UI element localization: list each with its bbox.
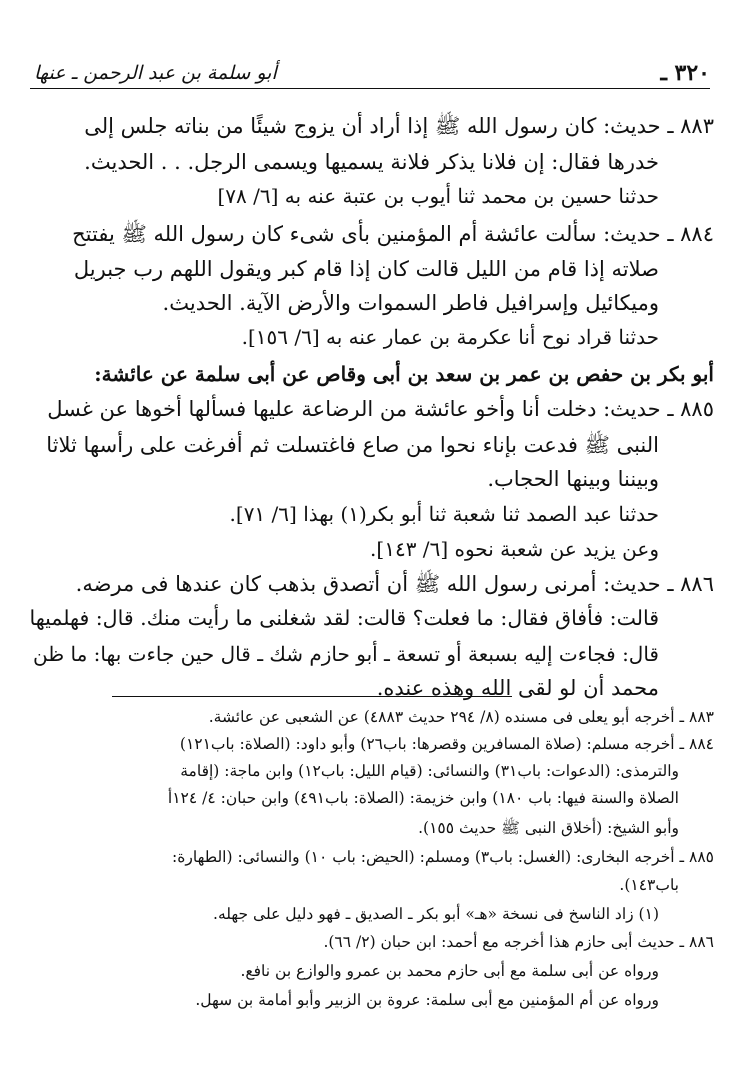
hadith-886-line-4: محمد أن لو لقى الله وهذه عنده. (376, 676, 659, 700)
hadith-886-line-2: قالت: فأفاق فقال: ما فعلت؟ قالت: لقد شغلنى ما رأيت منك. قال: فهلميها (29, 606, 659, 630)
hadith-884-line-1: ٨٨٤ ـ حديث: سألت عائشة أم المؤمنين بأى شىء كان رسول الله ﷺ يفتتح (72, 222, 714, 246)
footnote-883: ٨٨٣ ـ أخرجه أبو يعلى فى مسنده (٨/ ٢٩٤ حديث ٤٨٨٣) عن الشعبى عن عائشة. (208, 708, 714, 726)
hadith-884-line-2: صلاته إذا قام من الليل قالت كان إذا قام كبر ويقول اللهم رب جبريل (73, 257, 659, 281)
hadith-885-line-3: وبيننا وبينها الحجاب. (487, 467, 659, 491)
hadith-883-source: حدثنا حسين بن محمد ثنا أيوب بن عتبة عنه به [٦/ ٧٨] (217, 184, 659, 208)
page-number: ٣٢٠ ـ (660, 60, 710, 86)
footnote-885-line-1: ٨٨٥ ـ أخرجه البخارى: (الغسل: باب٣) ومسلم: (الحيض: باب ١٠) والنسائى: (الطهارة: (172, 848, 714, 866)
hadith-883-line-2: خدرها فقال: إن فلانا يذكر فلانة يسميها ويسمى الرجل. . . الحديث. (84, 150, 659, 174)
footnote-separator (112, 696, 512, 697)
hadith-884-line-3: وميكائيل وإسرافيل فاطر السموات والأرض الآية. الحديث. (162, 291, 659, 315)
hadith-885-line-2: النبى ﷺ فدعت بإناء نحوا من صاع فاغتسلت ثم أفرغت على رأسها ثلاثا (46, 433, 659, 457)
footnote-886-line-1: ٨٨٦ ـ حديث أبى حازم هذا أخرجه مع أحمد: ابن حبان (٢/ ٦٦). (323, 933, 714, 951)
footnote-884-line-2: والترمذى: (الدعوات: باب٣١) والنسائى: (قيام الليل: باب١٢) وابن ماجة: (إقامة (180, 762, 679, 780)
footnote-886-line-3: ورواه عن أم المؤمنين مع أبى سلمة: عروة بن الزبير وأبو أمامة بن سهل. (195, 991, 659, 1009)
footnote-886-line-2: ورواه عن أبى سلمة مع أبى حازم محمد بن عمرو والوازع بن نافع. (240, 962, 659, 980)
footnote-884-line-1: ٨٨٤ ـ أخرجه مسلم: (صلاة المسافرين وقصرها: باب٢٦) وأبو داود: (الصلاة: باب١٢١) (179, 735, 714, 753)
hadith-885-line-1: ٨٨٥ ـ حديث: دخلت أنا وأخو عائشة من الرضاعة عليها فسألها أخوها عن غسل (47, 397, 714, 421)
footnote-note-1: (١) زاد الناسخ فى نسخة «هـ» أبو بكر ـ الصديق ـ فهو دليل على جهله. (213, 905, 659, 923)
hadith-883-line-1: ٨٨٣ ـ حديث: كان رسول الله ﷺ إذا أراد أن يزوج شيئًا من بناته جلس إلى (84, 114, 714, 138)
footnote-884-line-4: وأبو الشيخ: (أخلاق النبى ﷺ حديث ١٥٥). (418, 819, 679, 837)
footnote-884-line-3: الصلاة والسنة فيها: باب ١٨٠) وابن خزيمة: (الصلاة: باب٤٩١) وابن حبان: ٤/ ١٢٤أ (167, 789, 679, 807)
hadith-885-source-1: حدثنا عبد الصمد ثنا شعبة ثنا أبو بكر(١) بهذا [٦/ ٧١]. (229, 502, 659, 526)
hadith-886-line-1: ٨٨٦ ـ حديث: أمرنى رسول الله ﷺ أن أتصدق بذهب كان عندها فى مرضه. (75, 572, 714, 596)
footnote-885-line-2: باب١٤٣). (619, 876, 679, 894)
hadith-884-source: حدثنا قراد نوح أنا عكرمة بن عمار عنه به [٦/ ١٥٦]. (241, 325, 659, 349)
chain-heading: أبو بكر بن حفص بن عمر بن سعد بن أبى وقاص عن أبى سلمة عن عائشة: (94, 362, 714, 386)
running-title: أبو سلمة بن عبد الرحمن ـ عنها (34, 62, 277, 84)
hadith-886-line-3: قال: فجاءت إليه بسبعة أو تسعة ـ أبو حازم شك ـ قال حين جاءت بها: ما ظن (32, 642, 659, 666)
hadith-885-source-2: وعن يزيد عن شعبة نحوه [٦/ ١٤٣]. (370, 537, 659, 561)
page-header (30, 58, 710, 89)
